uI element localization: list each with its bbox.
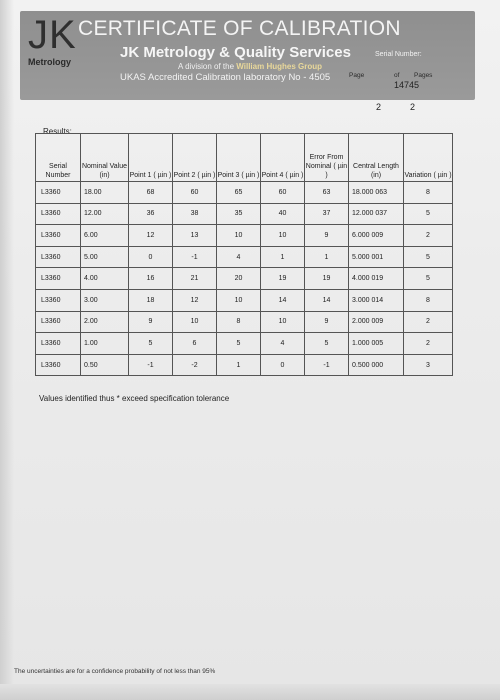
certificate-title: CERTIFICATE OF CALIBRATION: [78, 17, 401, 40]
table-cell: 5.000 001: [349, 246, 404, 268]
table-cell: -1: [305, 354, 349, 376]
table-cell: 19: [305, 268, 349, 290]
table-cell: 4.00: [81, 268, 129, 290]
table-cell: 12: [173, 289, 217, 311]
table-cell: 2: [404, 225, 453, 247]
table-cell: 37: [305, 203, 349, 225]
table-cell: 14: [261, 289, 305, 311]
table-cell: 36: [129, 203, 173, 225]
total-pages: 2: [410, 102, 416, 112]
table-cell: L3360: [36, 225, 81, 247]
column-header: Central Length (in): [349, 134, 404, 182]
table-cell: 8: [217, 311, 261, 333]
page-label: Page: [349, 72, 365, 79]
serial-number-label: Serial Number:: [375, 51, 422, 58]
division-line: [178, 62, 322, 71]
table-cell: 0: [129, 246, 173, 268]
table-cell: L3360: [36, 289, 81, 311]
results-label: Results:: [43, 127, 72, 136]
table-cell: 5: [404, 246, 453, 268]
table-row: [36, 182, 453, 204]
table-cell: 8: [404, 182, 453, 204]
table-cell: 6: [173, 333, 217, 355]
table-cell: 12.00: [81, 203, 129, 225]
table-header-row: [36, 134, 453, 182]
table-row: [36, 203, 453, 225]
table-cell: 1: [217, 354, 261, 376]
column-header: Serial Number: [36, 134, 81, 182]
table-cell: L3360: [36, 246, 81, 268]
table-cell: 68: [129, 182, 173, 204]
table-cell: 20: [217, 268, 261, 290]
table-cell: 16: [129, 268, 173, 290]
table-cell: 13: [173, 225, 217, 247]
serial-number-value: 14745: [394, 80, 420, 90]
table-cell: 19: [261, 268, 305, 290]
table-cell: 1.00: [81, 333, 129, 355]
table-cell: -2: [173, 354, 217, 376]
table-cell: -1: [129, 354, 173, 376]
results-table: [35, 133, 453, 376]
table-cell: 3.000 014: [349, 289, 404, 311]
pages-label: Pages: [414, 72, 433, 79]
table-cell: 3: [404, 354, 453, 376]
table-cell: 1: [305, 246, 349, 268]
column-header: Point 4 ( µin ): [261, 134, 305, 182]
table-cell: 5: [404, 268, 453, 290]
table-cell: 8: [404, 289, 453, 311]
table-cell: 60: [261, 182, 305, 204]
page-bottom-edge: [0, 684, 500, 700]
table-cell: 4: [217, 246, 261, 268]
table-cell: 40: [261, 203, 305, 225]
table-cell: 21: [173, 268, 217, 290]
uncertainty-footer: The uncertainties are for a confidence probability of not less than 95%: [14, 668, 216, 675]
table-cell: 65: [217, 182, 261, 204]
table-cell: 35: [217, 203, 261, 225]
table-cell: 6.00: [81, 225, 129, 247]
table-cell: 5: [129, 333, 173, 355]
table-cell: 2: [404, 333, 453, 355]
column-header: Point 3 ( µin ): [217, 134, 261, 182]
table-cell: 60: [173, 182, 217, 204]
table-cell: L3360: [36, 311, 81, 333]
table-cell: 2: [404, 311, 453, 333]
table-cell: 10: [217, 289, 261, 311]
table-cell: 9: [305, 225, 349, 247]
tolerance-note: Values identified thus * exceed specification tolerance: [39, 394, 230, 403]
table-cell: 63: [305, 182, 349, 204]
table-cell: 12.000 037: [349, 203, 404, 225]
table-cell: 38: [173, 203, 217, 225]
table-cell: 9: [129, 311, 173, 333]
column-header: Variation ( µin ): [404, 134, 453, 182]
page-number: 2: [376, 102, 382, 112]
table-cell: L3360: [36, 182, 81, 204]
table-cell: 5: [305, 333, 349, 355]
column-header: Nominal Value (in): [81, 134, 129, 182]
page-shadow: [0, 0, 14, 700]
table-cell: L3360: [36, 268, 81, 290]
table-cell: 6.000 009: [349, 225, 404, 247]
ukas-accreditation: UKAS Accredited Calibration laboratory No - 4505: [120, 72, 331, 83]
column-header: Point 2 ( µin ): [173, 134, 217, 182]
table-cell: 10: [173, 311, 217, 333]
table-row: [36, 268, 453, 290]
table-cell: 0: [261, 354, 305, 376]
table-row: [36, 246, 453, 268]
table-cell: 18: [129, 289, 173, 311]
table-cell: 4: [261, 333, 305, 355]
table-cell: 0.500 000: [349, 354, 404, 376]
table-cell: 1.000 005: [349, 333, 404, 355]
table-cell: 5: [404, 203, 453, 225]
table-cell: 18.000 063: [349, 182, 404, 204]
column-header: Error From Nominal ( µin ): [305, 134, 349, 182]
table-cell: 4.000 019: [349, 268, 404, 290]
table-row: [36, 311, 453, 333]
table-cell: 5: [217, 333, 261, 355]
table-row: [36, 333, 453, 355]
table-cell: 3.00: [81, 289, 129, 311]
table-cell: 10: [261, 225, 305, 247]
table-cell: 18.00: [81, 182, 129, 204]
table-cell: L3360: [36, 354, 81, 376]
division-prefix: A division of the: [178, 62, 235, 71]
of-label: of: [394, 72, 400, 79]
table-cell: 5.00: [81, 246, 129, 268]
table-row: [36, 289, 453, 311]
table-cell: 1: [261, 246, 305, 268]
table-cell: -1: [173, 246, 217, 268]
logo-subtitle: Metrology: [28, 57, 72, 67]
table-row: [36, 354, 453, 376]
table-cell: 10: [261, 311, 305, 333]
column-header: Point 1 ( µin ): [129, 134, 173, 182]
table-cell: 2.000 009: [349, 311, 404, 333]
table-cell: 10: [217, 225, 261, 247]
results-body: [36, 182, 453, 376]
company-name: JK Metrology & Quality Services: [120, 44, 351, 61]
table-cell: 9: [305, 311, 349, 333]
table-cell: 0.50: [81, 354, 129, 376]
division-name: William Hughes Group: [236, 62, 322, 71]
table-row: [36, 225, 453, 247]
table-cell: 14: [305, 289, 349, 311]
table-cell: 2.00: [81, 311, 129, 333]
table-cell: L3360: [36, 333, 81, 355]
table-cell: L3360: [36, 203, 81, 225]
logo: JK: [28, 13, 77, 57]
table-cell: 12: [129, 225, 173, 247]
